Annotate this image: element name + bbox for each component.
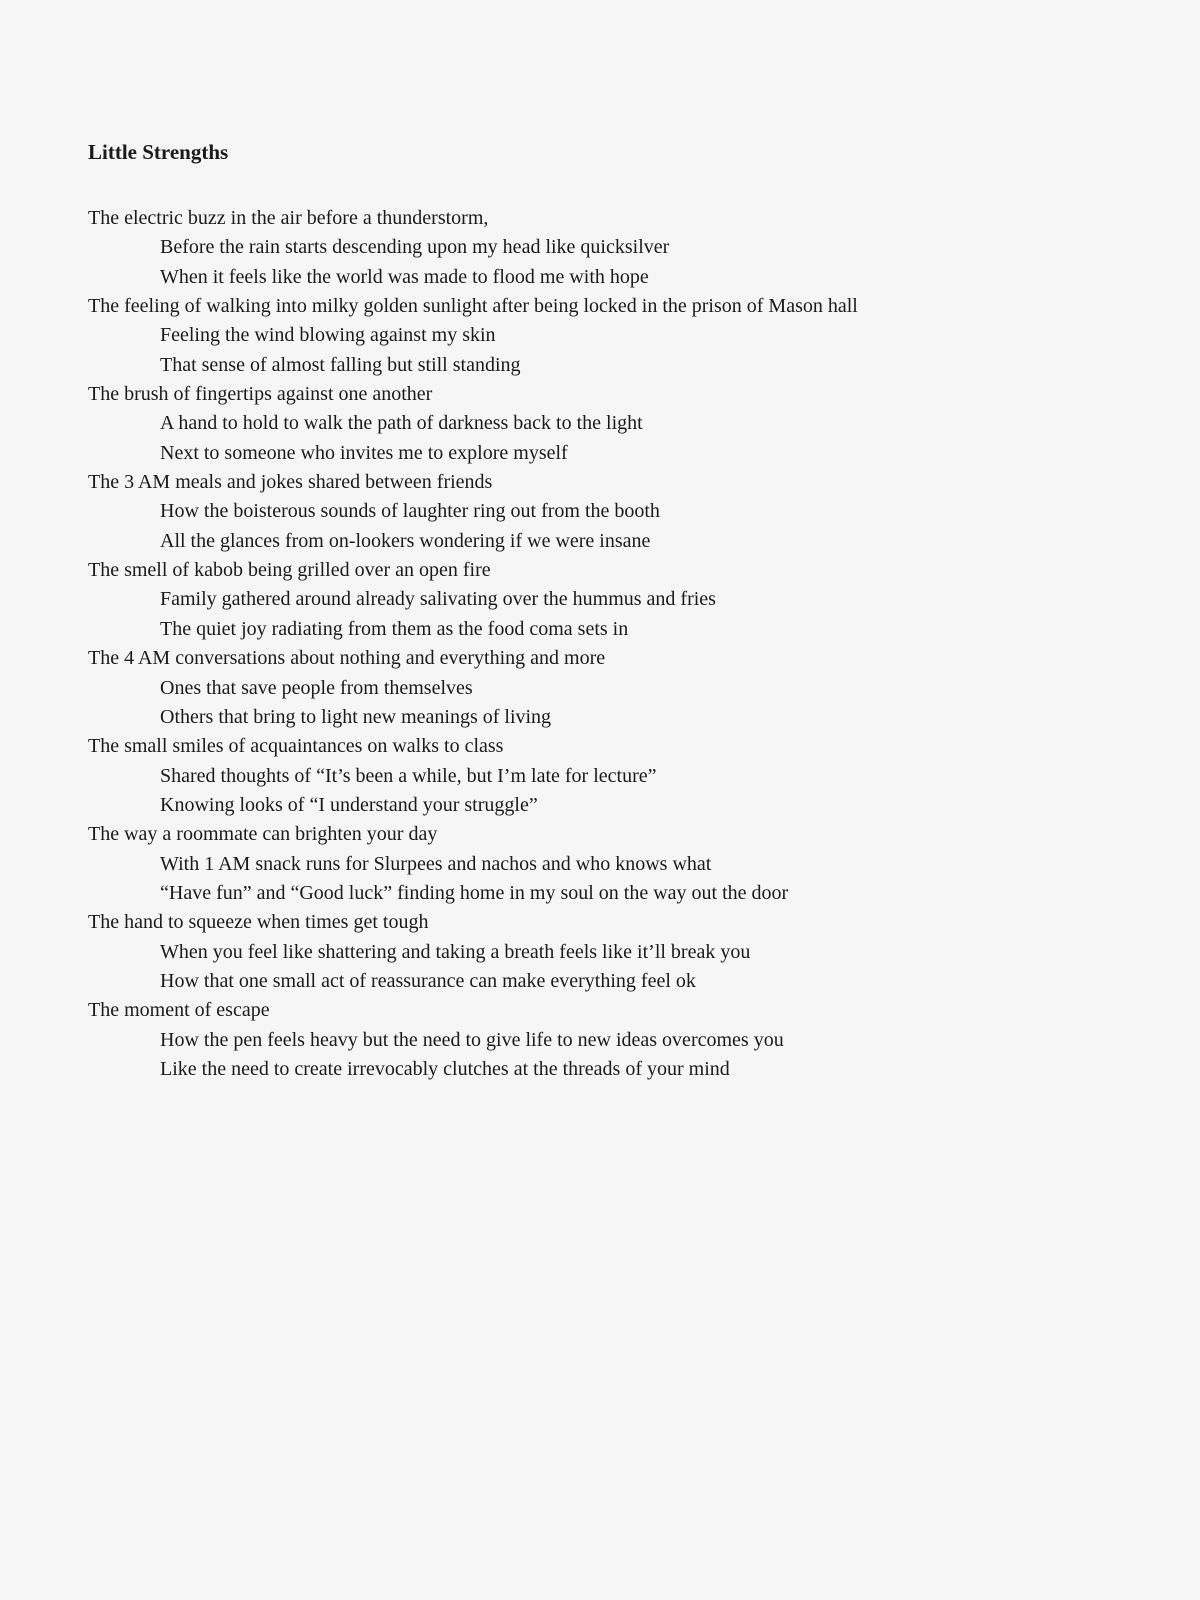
poem-line-indented: Others that bring to light new meanings of living — [160, 705, 552, 728]
poem-line-indented: Like the need to create irrevocably clutches at the threads of your mind — [160, 1057, 730, 1080]
poem-line-indented: How the boisterous sounds of laughter ring out from the booth — [160, 500, 660, 523]
document-page — [88, 138, 1168, 1084]
poem-line: The feeling of walking into milky golden sunlight after being locked in the prison of Mason hall — [88, 295, 858, 318]
poem-line: The brush of fingertips against one another — [88, 383, 433, 406]
poem-line-indented: When you feel like shattering and taking a breath feels like it’ll break you — [160, 940, 751, 963]
poem-line-indented: The quiet joy radiating from them as the food coma sets in — [160, 617, 629, 640]
poem-line-indented: Before the rain starts descending upon my head like quicksilver — [160, 236, 670, 259]
poem-line-indented: Feeling the wind blowing against my skin — [160, 324, 496, 347]
poem-line-indented: Next to someone who invites me to explore myself — [160, 441, 568, 464]
poem-line: The 3 AM meals and jokes shared between friends — [88, 471, 493, 494]
poem-line: The electric buzz in the air before a thunderstorm, — [88, 207, 489, 229]
poem-line: The 4 AM conversations about nothing and everything and more — [88, 647, 606, 670]
poem-line-indented: With 1 AM snack runs for Slurpees and nachos and who knows what — [160, 852, 712, 875]
poem-line-indented: Shared thoughts of “It’s been a while, but I’m late for lecture” — [160, 764, 657, 787]
poem-line-indented: Knowing looks of “I understand your struggle” — [160, 793, 538, 816]
poem-line-indented: All the glances from on-lookers wondering if we were insane — [160, 529, 651, 552]
poem-line-indented: Family gathered around already salivating over the hummus and fries — [160, 588, 716, 611]
poem-line-indented: How the pen feels heavy but the need to give life to new ideas overcomes you — [160, 1028, 784, 1051]
poem-line: The hand to squeeze when times get tough — [88, 911, 429, 934]
poem-line-indented: That sense of almost falling but still standing — [160, 353, 521, 376]
poem-line-indented: A hand to hold to walk the path of darkness back to the light — [160, 412, 643, 435]
poem-line: The moment of escape — [88, 999, 270, 1022]
poem-body — [88, 204, 1168, 1084]
poem-line-indented: Ones that save people from themselves — [160, 676, 473, 699]
poem-line: The smell of kabob being grilled over an open fire — [88, 559, 491, 582]
poem-line: The way a roommate can brighten your day — [88, 823, 438, 846]
poem-line: The small smiles of acquaintances on walks to class — [88, 735, 504, 758]
poem-title: Little Strengths — [88, 140, 229, 164]
poem-line-indented: How that one small act of reassurance can make everything feel ok — [160, 969, 696, 992]
poem-line-indented: When it feels like the world was made to flood me with hope — [160, 265, 649, 288]
poem-line-indented: “Have fun” and “Good luck” finding home in my soul on the way out the door — [160, 881, 789, 904]
